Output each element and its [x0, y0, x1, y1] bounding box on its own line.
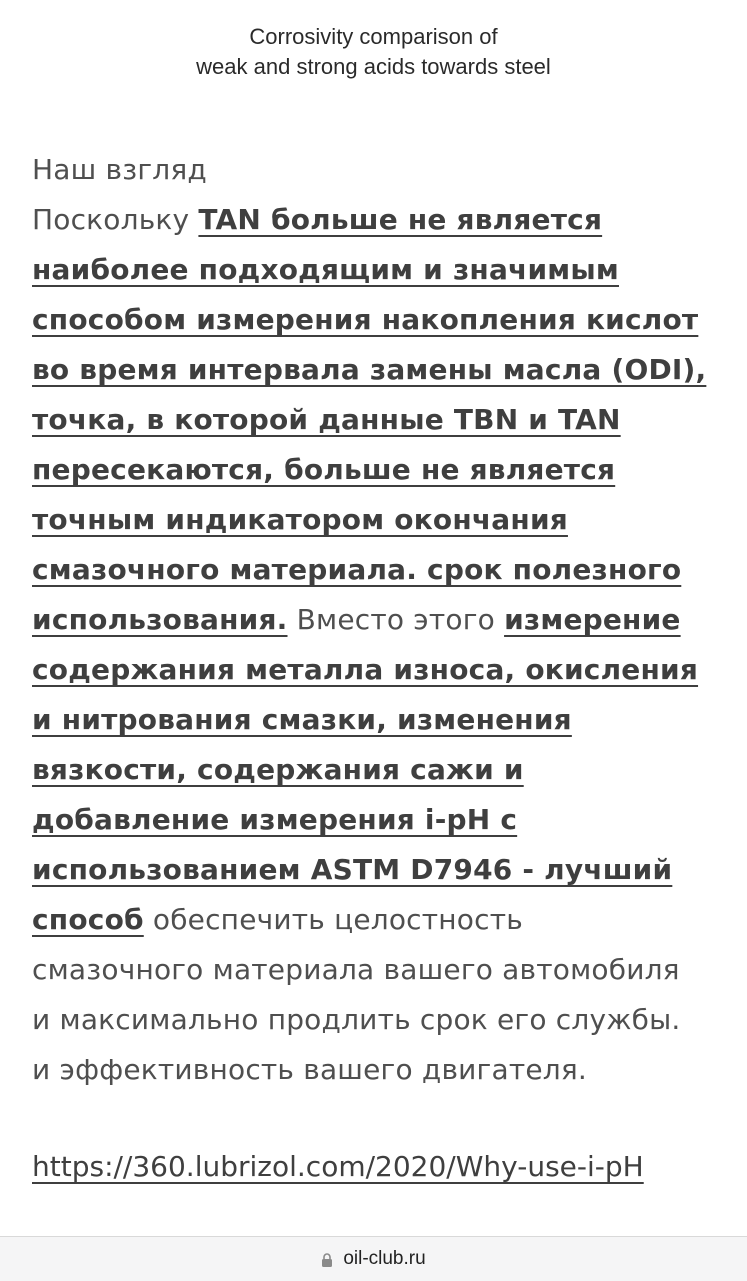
article-line [32, 295, 722, 345]
emphasized-text: способом измерения накопления кислот [32, 303, 699, 336]
body-text: Наш взгляд [32, 153, 207, 186]
article-line [32, 995, 722, 1045]
article-line [32, 895, 722, 945]
emphasized-text: вязкости, содержания сажи и [32, 753, 524, 786]
emphasized-text: смазочного материала. срок полезного [32, 553, 682, 586]
article-line [32, 695, 722, 745]
emphasized-text: содержания металла износа, окисления [32, 653, 699, 686]
caption-line-1: Corrosivity comparison of [249, 24, 498, 49]
article-line [32, 395, 722, 445]
article-line [32, 845, 722, 895]
body-text: Поскольку [32, 203, 199, 236]
emphasized-text: точка, в которой данные TBN и TAN [32, 403, 621, 436]
source-link[interactable]: https://360.lubrizol.com/2020/Why-use-i-pH [32, 1150, 644, 1183]
article-line [32, 745, 722, 795]
emphasized-text: и нитрования смазки, изменения [32, 703, 572, 736]
emphasized-text: измерение [504, 603, 681, 636]
browser-url-bar[interactable] [0, 1236, 747, 1281]
caption-line-2: weak and strong acids towards steel [196, 54, 551, 79]
emphasized-text: способ [32, 903, 144, 936]
article-line [32, 645, 722, 695]
body-text: Вместо этого [287, 603, 505, 636]
url-domain: oil-club.ru [343, 1248, 426, 1269]
article-line [32, 195, 722, 245]
article-line [32, 345, 722, 395]
figure-caption [0, 22, 747, 82]
emphasized-text: во время интервала замены масла (ODI), [32, 353, 707, 386]
emphasized-text: точным индикатором окончания [32, 503, 568, 536]
emphasized-text: пересекаются, больше не является [32, 453, 616, 486]
article-line [32, 795, 722, 845]
emphasized-text: использования. [32, 603, 288, 636]
article-line [32, 945, 722, 995]
article-line [32, 245, 722, 295]
lock-icon [321, 1253, 333, 1267]
body-text: смазочного материала вашего автомобиля [32, 953, 680, 986]
article-body [32, 145, 722, 1095]
emphasized-text: TAN больше не является [198, 203, 603, 236]
body-text: и максимально продлить срок его службы. [32, 1003, 681, 1036]
article-line [32, 1045, 722, 1095]
body-text: обеспечить целостность [143, 903, 523, 936]
emphasized-text: использованием ASTM D7946 - лучший [32, 853, 673, 886]
article-line [32, 595, 722, 645]
article-line [32, 145, 722, 195]
body-text: и эффективность вашего двигателя. [32, 1053, 587, 1086]
emphasized-text: добавление измерения i-pH с [32, 803, 518, 836]
article-line [32, 445, 722, 495]
article-line [32, 495, 722, 545]
article-line [32, 545, 722, 595]
emphasized-text: наиболее подходящим и значимым [32, 253, 619, 286]
